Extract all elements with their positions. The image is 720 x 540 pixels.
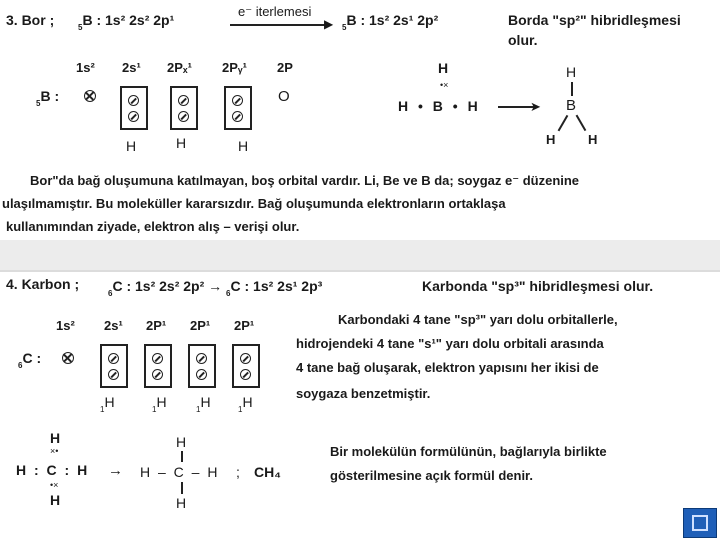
struct-right-h: H: [588, 132, 598, 147]
excitation-arrow-line: [230, 24, 328, 26]
h-symbol: H: [156, 394, 167, 410]
lewis-row: H : C : H: [16, 462, 88, 478]
reaction-arrow-line: [498, 106, 534, 108]
orbital-box: [100, 344, 128, 388]
bond-line: [181, 451, 183, 462]
definition-line: gösterilmesine açık formül denir.: [330, 468, 534, 483]
orbital-label: 1s²: [76, 60, 95, 75]
orbital-label: 1s²: [56, 318, 75, 333]
struct-center-b: B: [566, 97, 577, 114]
atomic-number: 5: [342, 23, 347, 32]
electron-pair-icon: ×•: [50, 446, 59, 456]
h-symbol: H: [200, 394, 211, 410]
carbon-title: 4. Karbon ;: [6, 276, 80, 292]
carbon-paragraph-line: hidrojendeki 4 tane "s¹" yarı dolu orbitali arasında: [296, 336, 604, 351]
boron-config-right: [342, 12, 439, 32]
struct-top-h: H: [176, 434, 187, 450]
boron-config-left: [78, 12, 175, 32]
boron-hybrid-note-2: olur.: [508, 32, 538, 48]
carbon-atom-label: [18, 350, 42, 370]
boron-paragraph-line: ulaşılmamıştır. Bu moleküller kararsızdır. Bağ oluşumunda elektronların ortaklaşa: [2, 196, 506, 211]
electron-icon: [240, 353, 251, 364]
atomic-number: 6: [226, 289, 231, 298]
atomic-number: 6: [108, 289, 113, 298]
orbital-label: 2s¹: [104, 318, 123, 333]
carbon-paragraph-line: Karbondaki 4 tane "sp³" yarı dolu orbitallerle,: [338, 312, 618, 327]
electron-pair-icon: •×: [440, 80, 449, 90]
lewis-bottom-h: H: [50, 492, 61, 508]
electron-icon: [232, 111, 243, 122]
atom-symbol: C :: [22, 350, 42, 366]
struct-bottom-h: H: [176, 495, 187, 511]
lewis-top-h: H: [50, 430, 61, 446]
slide-nav-button[interactable]: [683, 508, 717, 538]
h-label: [238, 394, 253, 414]
atomic-number: 1: [238, 405, 243, 414]
section-divider: [0, 240, 720, 270]
h-symbol: H: [242, 394, 253, 410]
electron-icon: [152, 369, 163, 380]
struct-left-h: H: [546, 132, 556, 147]
atom-symbol: B :: [40, 88, 60, 104]
carbon-paragraph-line: 4 tane bağ oluşarak, elektron yapısını her ikisi de: [296, 360, 599, 375]
atomic-number: 5: [78, 23, 83, 32]
atomic-number: 5: [36, 99, 41, 108]
formula-separator: ;: [236, 464, 240, 480]
bond-line: [576, 115, 586, 131]
bond-line: [558, 115, 568, 131]
arrow-head-icon: ➤: [530, 99, 541, 114]
electron-icon: [152, 353, 163, 364]
lewis-top-h: H: [438, 60, 449, 76]
boron-paragraph-line: Bor"da bağ oluşumuna katılmayan, boş orbital vardır. Li, Be ve B da; soygaz e⁻ düzenine: [30, 173, 580, 188]
divider-line: [0, 270, 720, 272]
electron-icon: [178, 95, 189, 106]
boron-title: 3. Bor ;: [6, 12, 55, 28]
struct-top-h: H: [566, 64, 577, 80]
electron-icon: [196, 369, 207, 380]
electron-config: C : 1s² 2s¹ 2p³: [230, 278, 323, 294]
h-label: H: [238, 138, 249, 154]
orbital-box: [170, 86, 198, 130]
electron-icon: [178, 111, 189, 122]
orbital-label: 2P¹: [234, 318, 255, 333]
h-label: H: [176, 135, 187, 151]
orbital-label: 2Pᵧ¹: [222, 60, 247, 75]
electron-pair-icon: •×: [50, 480, 59, 490]
boron-paragraph-line: kullanımından ziyade, elektron alış – verişi olur.: [6, 219, 300, 234]
struct-row: H – C – H: [140, 464, 218, 480]
electron-config: B : 1s² 2s¹ 2p²: [346, 12, 439, 28]
electron-icon: [128, 95, 139, 106]
orbital-label: 2Pₓ¹: [167, 60, 192, 75]
arrow-head-icon: ▶: [324, 17, 334, 31]
electron-icon: [232, 95, 243, 106]
h-symbol: H: [104, 394, 115, 410]
orbital-label: 2P¹: [190, 318, 211, 333]
carbon-hybrid-note: Karbonda "sp³" hibridleşmesi olur.: [422, 278, 654, 294]
h-label: [100, 394, 115, 414]
atomic-number: 1: [152, 405, 157, 414]
atomic-number: 1: [196, 405, 201, 414]
electron-icon: [108, 353, 119, 364]
element-symbol: B: [82, 12, 93, 28]
orbital-label: 2P¹: [146, 318, 167, 333]
bond-line: [571, 82, 573, 96]
empty-orbital-label: O: [278, 88, 290, 105]
definition-line: Bir molekülün formülünün, bağlarıyla birlikte: [330, 444, 607, 459]
electron-config: : 1s² 2s² 2p¹: [96, 12, 175, 28]
electron-icon: [108, 369, 119, 380]
carbon-paragraph-line: soygaza benzetmiştir.: [296, 386, 431, 401]
h-label: [152, 394, 167, 414]
orbital-label: 2P: [277, 60, 293, 75]
h-label: [196, 394, 211, 414]
boron-hybrid-note: Borda "sp²" hibridleşmesi: [508, 12, 681, 28]
reaction-arrow-icon: →: [108, 462, 123, 479]
orbital-box: [120, 86, 148, 130]
electron-icon: [128, 111, 139, 122]
excitation-label: e⁻ iterlemesi: [238, 4, 312, 19]
electron-config: C : 1s² 2s² 2p² →: [112, 278, 227, 294]
orbital-box: [232, 344, 260, 388]
orbital-box: [224, 86, 252, 130]
electron-icon: [196, 353, 207, 364]
orbital-label: 2s¹: [122, 60, 141, 75]
lewis-row: H • B • H: [398, 98, 478, 114]
orbital-box: [188, 344, 216, 388]
bond-line: [181, 482, 183, 494]
h-label: H: [126, 138, 137, 154]
atomic-number: 6: [18, 361, 23, 370]
boron-atom-label: [36, 88, 60, 108]
filled-orbital-icon: [62, 352, 74, 364]
filled-orbital-icon: [84, 90, 96, 102]
molecular-formula: CH₄: [254, 464, 281, 480]
electron-icon: [240, 369, 251, 380]
orbital-box: [144, 344, 172, 388]
carbon-config-left: [108, 278, 323, 298]
atomic-number: 1: [100, 405, 105, 414]
